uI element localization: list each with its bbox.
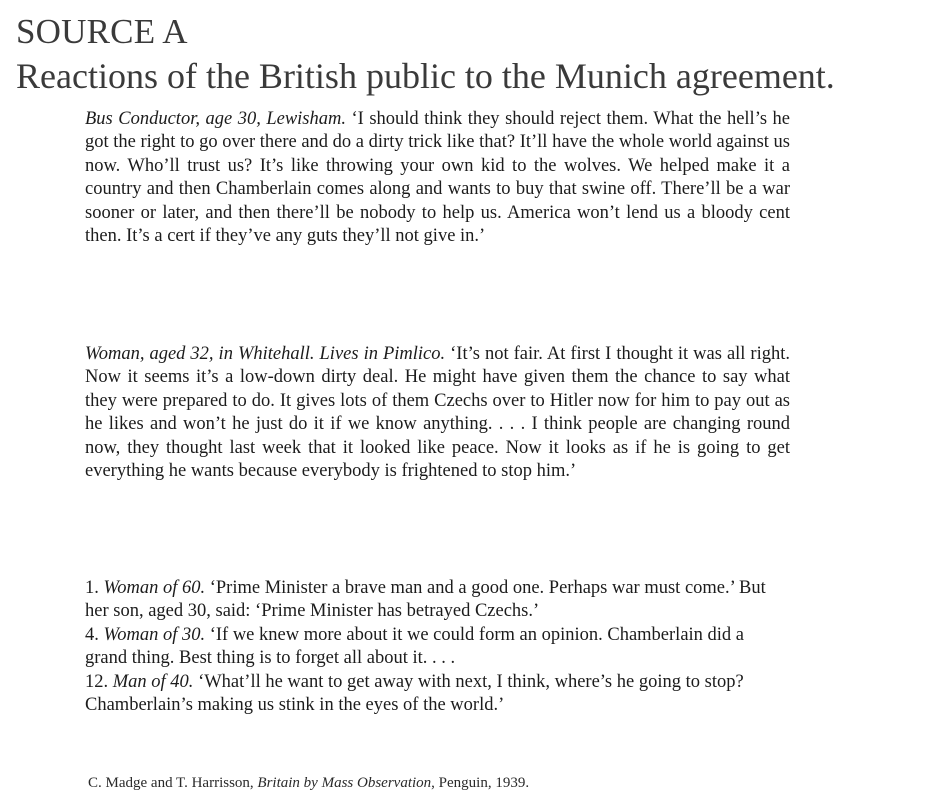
speaker: Woman of 30.: [103, 624, 206, 645]
quote-text: ‘Prime Minister a brave man and a good one. Perhaps war must come.’ But her son, aged 30, said: ‘Prime Minister has betrayed Czechs.’: [85, 578, 766, 622]
numbered-quotes: [85, 577, 790, 717]
numbered-item: 1. Woman of 60. ‘Prime Minister a brave man and a good one. Perhaps war must come.’ But her son, aged 30, said: ‘Prime Minister has betrayed Czechs.’: [85, 578, 766, 622]
speaker: Woman of 60.: [103, 578, 206, 598]
source-title: Reactions of the British public to the Munich agreement.: [16, 56, 835, 96]
numbered-item: 12. Man of 40. ‘What’ll he want to get away with next, I think, where’s he going to stop? Chamberlain’s making us stink in the eyes of the world.’: [85, 671, 744, 716]
quote-text: ‘If we knew more about it we could form an opinion. Chamberlain did a grand thing. Best thing is to forget all about it. . . .: [85, 624, 745, 669]
numbered-item: 4. Woman of 30. ‘If we knew more about it we could form an opinion. Chamberlain did a grand thing. Best thing is to forget all about it. . . .: [85, 624, 745, 669]
quote-text: ‘I should think they should reject them. What the hell’s he got the right to go over there and do a dirty trick like that? It’ll have the whole world against us now. Who’ll trust us? It’s like throwing your own kid to the wolves. We helped make it a country and then Chamberlain comes along and wants to buy that swine off. There’ll be a war sooner or later, and then there’ll be nobody to help us. America won’t lend us a bloody cent then. It’s a cert if they’ve any guts they’ll not give in.’: [85, 109, 790, 247]
quote-text: ‘It’s not fair. At first I thought it was all right. Now it seems it’s a low-down dirty deal. He might have given them the chance to say what they were prepared to do. It gives lots of them Czechs over to Hitler now for him to pay out as he likes and won’t he just do it if we know anything. . . . I think people are changing round now, they thought last week that it looked like peace. Now it looks as if he is going to get everything he wants because everybody is frightened to stop him.’: [85, 344, 791, 482]
speaker: Bus Conductor, age 30, Lewisham.: [85, 109, 346, 129]
source-label: SOURCE A: [16, 12, 188, 51]
book-title: Britain by Mass Observation: [257, 775, 432, 791]
speaker: Woman, aged 32, in Whitehall. Lives in Pimlico.: [85, 344, 446, 364]
speaker: Man of 40.: [112, 671, 194, 692]
quote-text: ‘What’ll he want to get away with next, I think, where’s he going to stop? Chamberlain’s making us stink in the eyes of the world.’: [85, 671, 744, 716]
quote-woman-whitehall: [85, 343, 790, 483]
citation: C. Madge and T. Harrisson, Britain by Mass Observation, Penguin, 1939.: [88, 775, 530, 791]
quote-bus-conductor: [85, 108, 790, 248]
